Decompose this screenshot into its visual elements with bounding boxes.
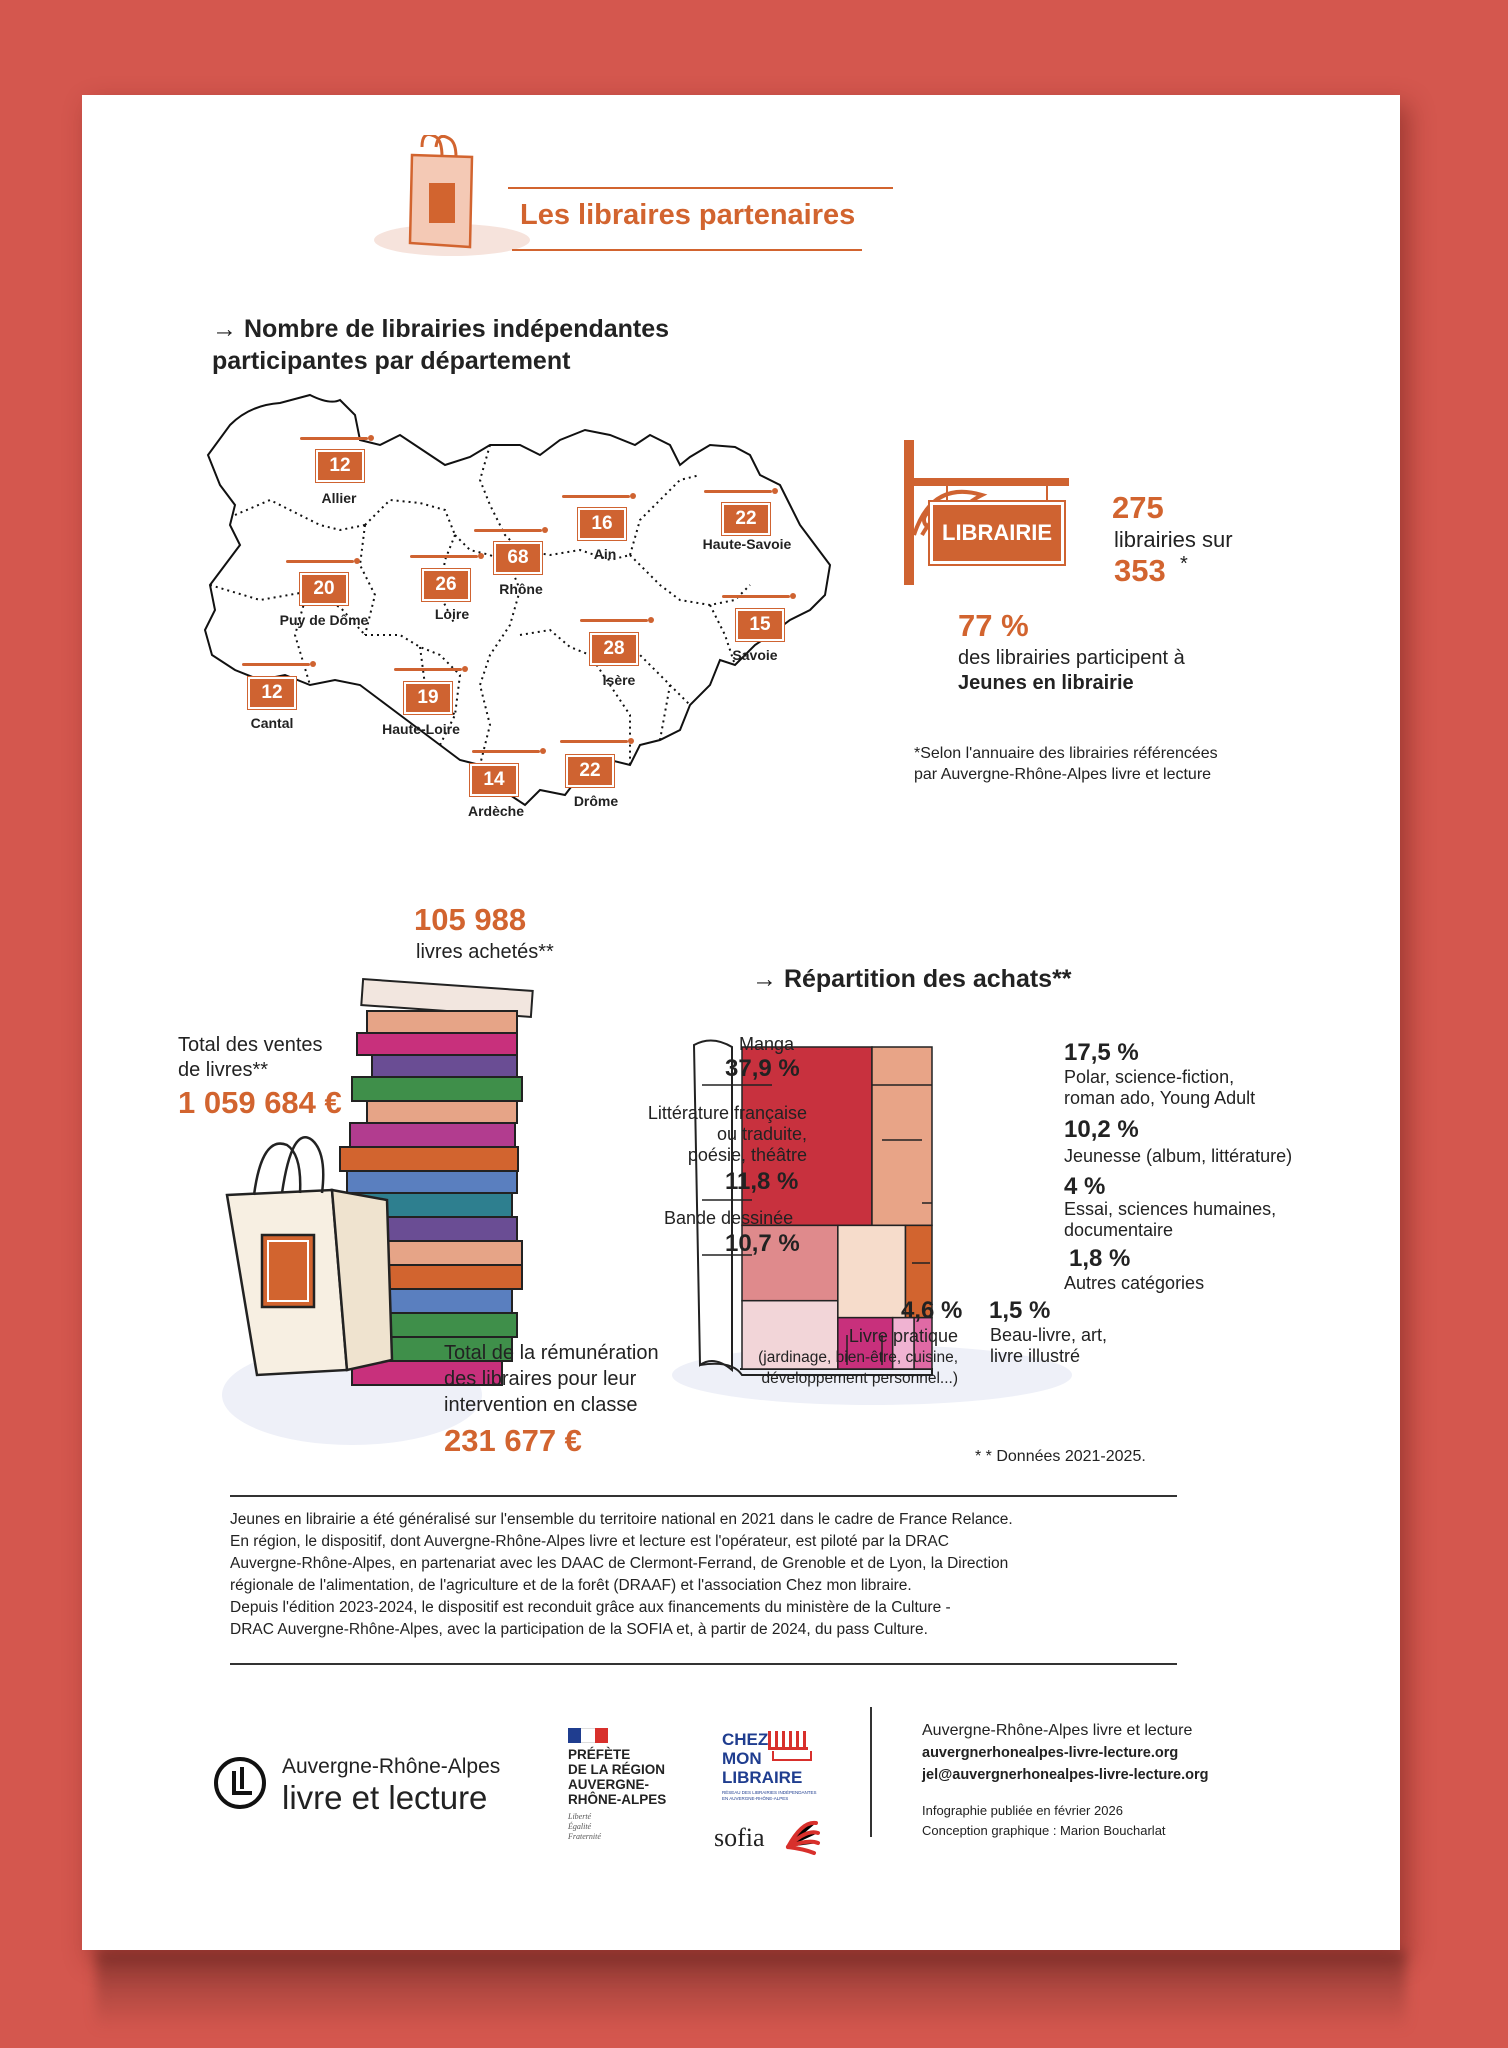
description-line: DRAC Auvergne-Rhône-Alpes, avec la participation de la SOFIA et, à partir de 2024, du pass Culture. — [230, 1621, 928, 1638]
org-contact — [922, 1720, 1209, 1786]
motto-l3: Fraternité — [568, 1832, 601, 1841]
org-website-link[interactable]: auvergnerhonealpes-livre-lecture.org — [922, 1745, 1179, 1761]
legend-manga-pct: 37,9 % — [725, 1055, 800, 1082]
motto-l1: Liberté — [568, 1812, 592, 1821]
legend-essai-pct: 4 % — [1064, 1173, 1106, 1200]
remuneration-line3: intervention en classe — [444, 1394, 638, 1416]
sign-bar — [722, 595, 790, 598]
remuneration-line1: Total de la rémunération — [444, 1342, 659, 1364]
prefecture-motto — [568, 1812, 601, 1842]
sign-bar — [300, 437, 368, 440]
participation-text: des librairies participent à — [958, 647, 1185, 669]
paragraph-rule-bottom — [230, 1663, 1177, 1665]
shelf-icon — [772, 1751, 812, 1761]
sign-bar — [286, 560, 354, 563]
department-name: Ain — [593, 546, 617, 562]
prefecture-logo — [568, 1747, 666, 1807]
department-name: Haute-Savoie — [702, 536, 792, 552]
sign-dot — [354, 558, 360, 564]
department-name: Isère — [602, 672, 636, 688]
infographic-page — [82, 95, 1400, 1950]
program-description — [230, 1509, 1180, 1641]
sofia-fan-icon — [782, 1817, 822, 1857]
directory-footnote — [914, 743, 1218, 785]
bookshelf-icon — [768, 1731, 808, 1750]
description-line: Auvergne-Rhône-Alpes, en partenariat avec les DAAC de Clermont-Ferrand, de Grenoble et de Lyon, la Direction — [230, 1555, 1009, 1572]
legend-essai-l2: documentaire — [1064, 1220, 1174, 1240]
sign-bar — [580, 619, 648, 622]
department-count: 16 — [578, 508, 626, 540]
treemap-cell — [838, 1225, 906, 1317]
department-count: 15 — [736, 609, 784, 641]
department-name: Puy de Dôme — [279, 612, 369, 628]
footer-divider — [870, 1707, 872, 1837]
legend-bd-name: Bande dessinée — [664, 1208, 794, 1228]
chez-l2: MON — [722, 1749, 762, 1768]
department-count: 68 — [494, 542, 542, 574]
logo-line2: livre et lecture — [282, 1779, 488, 1816]
sign-dot — [648, 617, 654, 623]
sign-dot — [368, 435, 374, 441]
department-count: 12 — [248, 677, 296, 709]
sign-dot — [790, 593, 796, 599]
participating-count: 275 — [1112, 490, 1164, 525]
prefecture-l3: AUVERGNE- — [568, 1777, 650, 1792]
legend-polar-l1: Polar, science-fiction, — [1064, 1067, 1235, 1087]
legend-litterature-pct: 11,8 % — [725, 1168, 799, 1195]
footnote-line2: par Auvergne-Rhône-Alpes livre et lecture — [914, 766, 1212, 783]
librairie-sign: LIBRAIRIE — [930, 502, 1064, 564]
legend-litterature-l2: ou traduite, — [716, 1124, 807, 1144]
legend-polar-pct: 17,5 % — [1064, 1039, 1139, 1066]
title-rule-top — [508, 187, 893, 189]
shopping-bag-icon — [372, 135, 532, 260]
sign-bar — [560, 740, 628, 743]
map-heading-line1: → Nombre de librairies indépendantes — [212, 315, 670, 343]
department-name: Rhône — [499, 581, 543, 597]
total-librairies-count: 353 — [1114, 553, 1166, 588]
sign-bar — [472, 750, 540, 753]
flag-red — [595, 1728, 608, 1743]
org-name: Auvergne-Rhône-Alpes livre et lecture — [922, 1722, 1193, 1739]
graphic-design-credit: Conception graphique : Marion Boucharlat — [922, 1823, 1166, 1838]
flag-blue — [568, 1728, 581, 1743]
legend-essai — [1064, 1199, 1276, 1241]
marianne-flag-icon — [568, 1728, 608, 1743]
chez-l1: CHEZ — [722, 1730, 769, 1749]
sign-dot — [462, 666, 468, 672]
map-heading-line2: participantes par département — [212, 347, 571, 375]
treemap-cell — [872, 1047, 932, 1225]
legend-polar-l2: roman ado, Young Adult — [1064, 1088, 1256, 1108]
total-sales-line1: Total des ventes — [178, 1034, 323, 1056]
department-count: 19 — [404, 682, 452, 714]
legend-beau — [990, 1325, 1107, 1367]
map-heading — [212, 313, 669, 377]
department-name: Haute-Loire — [382, 721, 460, 737]
department-name: Drôme — [573, 793, 619, 809]
chez-l3: LIBRAIRE — [722, 1768, 803, 1787]
footnote-line1: *Selon l'annuaire des librairies référencées — [914, 745, 1218, 762]
sofia-logo: sofia — [714, 1823, 765, 1852]
sign-bar — [562, 495, 630, 498]
region-outline — [205, 395, 830, 805]
logo-line1: Auvergne-Rhône-Alpes — [282, 1755, 501, 1778]
legend-beau-pct: 1,5 % — [989, 1297, 1051, 1324]
sign-bar — [394, 668, 462, 671]
published-date: Infographie publiée en février 2026 — [922, 1803, 1123, 1818]
prefecture-l4: RHÔNE-ALPES — [568, 1792, 667, 1807]
department-count: 28 — [590, 633, 638, 665]
page-shadow — [96, 1950, 1406, 2030]
remuneration-label — [444, 1340, 659, 1418]
department-name: Savoie — [732, 647, 778, 663]
legend-essai-l1: Essai, sciences humaines, — [1064, 1199, 1277, 1219]
logo-bar — [240, 1767, 244, 1789]
flag-white — [581, 1728, 594, 1743]
sign-dot — [628, 738, 634, 744]
page-title: Les libraires partenaires — [520, 199, 856, 231]
total-sales-line2: de livres** — [178, 1059, 269, 1081]
legend-pratique-pct: 4,6 % — [901, 1297, 963, 1324]
legend-jeunesse-l1: Jeunesse (album, littérature) — [1064, 1146, 1293, 1166]
book-left-cover — [694, 1040, 732, 1370]
paragraph-rule-top — [230, 1495, 1177, 1497]
legend-pratique-l1: Livre pratique — [848, 1326, 958, 1346]
prefecture-l2: DE LA RÉGION — [568, 1762, 666, 1777]
legend-manga-name: Manga — [739, 1034, 795, 1054]
department-name: Allier — [321, 490, 357, 506]
books-count: 105 988 — [414, 902, 527, 937]
title-rule-bottom — [512, 249, 862, 251]
department-count: 22 — [722, 503, 770, 535]
legend-litterature-l1: Littérature française — [647, 1103, 807, 1123]
sign-dot — [542, 527, 548, 533]
legend-jeunesse-pct: 10,2 % — [1064, 1116, 1139, 1143]
logo-bar — [232, 1791, 252, 1795]
legend-pratique-l2: (jardinage, bien-être, cuisine, — [758, 1349, 958, 1366]
program-name: Jeunes en librairie — [958, 672, 1134, 694]
description-line: Depuis l'édition 2023-2024, le dispositif est reconduit grâce aux financements du ministère de la Culture - — [230, 1599, 951, 1616]
legend-bd-pct: 10,7 % — [725, 1230, 800, 1257]
repartition-heading: → Répartition des achats** — [752, 965, 1072, 993]
publication-info — [922, 1801, 1166, 1841]
legend-polar — [1064, 1067, 1255, 1109]
librairies-sur-text: librairies sur — [1114, 527, 1233, 552]
department-count: 14 — [470, 764, 518, 796]
legend-beau-l2: livre illustré — [990, 1346, 1081, 1366]
remuneration-line2: des libraires pour leur — [444, 1368, 637, 1390]
chez-subtitle: RÉSEAU DES LIBRAIRIES INDÉPENDANTES EN AUVERGNE-RHÔNE-ALPES — [722, 1790, 817, 1801]
total-asterisk: * — [1180, 553, 1188, 575]
legend-beau-l1: Beau-livre, art, — [990, 1325, 1108, 1345]
description-line: En région, le dispositif, dont Auvergne-Rhône-Alpes livre et lecture est l'opérateur, est piloté par la DRAC — [230, 1533, 949, 1550]
sign-bar — [410, 555, 478, 558]
legend-autres-l1: Autres catégories — [1064, 1273, 1205, 1293]
books-label: livres achetés** — [416, 941, 554, 963]
legend-pratique-l3: développement personnel...) — [761, 1370, 958, 1387]
department-count: 20 — [300, 573, 348, 605]
sign-dot — [540, 748, 546, 754]
department-name: Cantal — [250, 715, 294, 731]
department-name: Loire — [434, 606, 470, 622]
sign-bar — [474, 529, 542, 532]
department-count: 22 — [566, 755, 614, 787]
total-sales-value: 1 059 684 € — [178, 1085, 342, 1120]
remuneration-value: 231 677 € — [444, 1423, 582, 1458]
participation-percent: 77 % — [958, 608, 1029, 643]
legend-autres-pct: 1,8 % — [1069, 1245, 1131, 1272]
sign-dot — [478, 553, 484, 559]
livre-lecture-logo-icon — [214, 1757, 266, 1809]
prefecture-l1: PRÉFÈTE — [568, 1747, 631, 1762]
legend-pratique-detail — [698, 1347, 958, 1389]
data-period-footnote: * * Données 2021-2025. — [975, 1448, 1146, 1465]
department-name: Ardèche — [467, 803, 525, 819]
legend-litterature-l3: poésie, théâtre — [687, 1145, 807, 1165]
motto-l2: Égalité — [568, 1822, 592, 1831]
sign-dot — [630, 493, 636, 499]
department-count: 12 — [316, 450, 364, 482]
department-count: 26 — [422, 569, 470, 601]
description-line: régionale de l'alimentation, de l'agriculture et de la forêt (DRAAF) et l'association Chez mon libraire. — [230, 1577, 912, 1594]
sign-dot — [772, 488, 778, 494]
description-line: Jeunes en librairie a été généralisé sur l'ensemble du territoire national en 2021 dans le cadre de France Relance. — [230, 1511, 1013, 1528]
sign-bar — [704, 490, 772, 493]
legend-litterature — [632, 1103, 807, 1166]
sign-bar — [242, 663, 310, 666]
org-email-link[interactable]: jel@auvergnerhonealpes-livre-lecture.org — [922, 1767, 1209, 1783]
sign-dot — [310, 661, 316, 667]
